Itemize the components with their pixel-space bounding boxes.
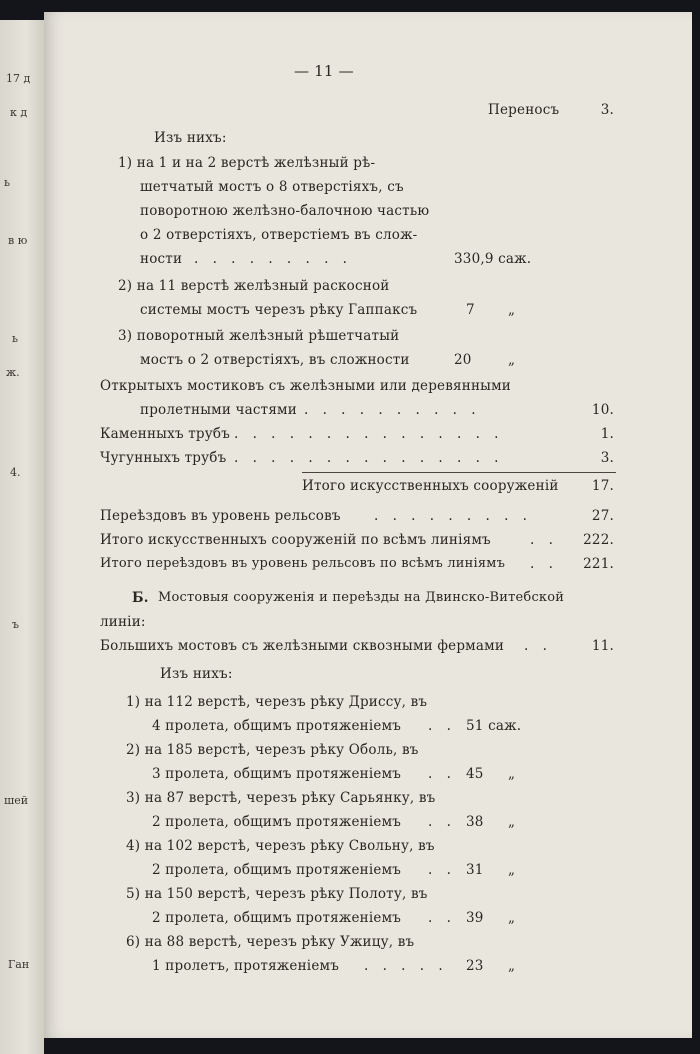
- facing-page-fragment: к д: [10, 106, 28, 119]
- total-all-structures-value: 222.: [583, 532, 614, 548]
- cast-iron-pipes-label: Чугунныхъ трубъ: [100, 450, 227, 466]
- bridge-2-line-2: 3 пролета, общимъ протяженіемъ: [152, 766, 402, 782]
- item-3-ditto: „: [508, 352, 516, 368]
- leader-dots: . .: [524, 638, 552, 654]
- leader-dots: . . . . .: [364, 958, 448, 974]
- item-2-line-2: системы мостъ черезъ рѣку Гаппаксъ: [140, 302, 418, 318]
- crossings-label: Переѣздовъ въ уровень рельсовъ: [100, 508, 341, 524]
- facing-page-fragment: шей: [4, 794, 29, 807]
- item-3-line-2: мостъ о 2 отверстіяхъ, въ сложности: [140, 352, 410, 368]
- item-1-line-4: о 2 отверстіяхъ, отверстіемъ въ слож-: [140, 227, 418, 243]
- leader-dots: . . . . . . . . . .: [304, 402, 481, 418]
- item-2-value: 7: [466, 302, 475, 318]
- leader-dots: . .: [428, 766, 456, 782]
- leader-dots: . .: [530, 532, 558, 548]
- bridge-3-line-2: 2 пролета, общимъ протяженіемъ: [152, 814, 402, 830]
- leader-dots: . .: [428, 862, 456, 878]
- among-them-heading: Изъ нихъ:: [160, 666, 233, 682]
- item-1-line-2: шетчатый мостъ о 8 отверстіяхъ, съ: [140, 179, 404, 195]
- facing-page-fragment: 4.: [10, 466, 21, 479]
- bridge-6-value: 23: [466, 958, 484, 974]
- leader-dots: . . . . . . . . .: [194, 251, 352, 267]
- total-all-crossings-label: Итого переѣздовъ въ уровень рельсовъ по всѣмъ линіямъ: [100, 556, 506, 571]
- item-2-line-1: 2) на 11 верстѣ желѣзный раскосной: [118, 278, 390, 294]
- section-b-letter: Б.: [132, 590, 149, 606]
- bridge-4-value: 31: [466, 862, 484, 878]
- leader-dots: . . . . . . . . . . . . . . .: [234, 450, 504, 466]
- facing-page-fragment: 17 д: [6, 72, 31, 85]
- bridge-5-line-1: 5) на 150 верстѣ, черезъ рѣку Полоту, въ: [126, 886, 428, 902]
- facing-page-fragment: ь: [4, 176, 10, 189]
- bridge-4-line-1: 4) на 102 верстѣ, черезъ рѣку Свольну, въ: [126, 838, 435, 854]
- item-1-line-3: поворотною желѣзно-балочною частью: [140, 203, 430, 219]
- open-bridges-line-1: Открытыхъ мостиковъ съ желѣзными или деревянными: [100, 378, 511, 394]
- facing-page-fragment: в ю: [8, 234, 28, 247]
- bridge-5-value: 39: [466, 910, 484, 926]
- section-b-heading-line-1: Мостовыя сооруженія и переѣзды на Двинско-Витебской: [158, 590, 565, 605]
- facing-page-fragment: ь: [12, 332, 18, 345]
- bridge-2-ditto: „: [508, 766, 516, 782]
- big-bridges-label: Большихъ мостовъ съ желѣзными сквозными фермами: [100, 638, 505, 654]
- leader-dots: . . . . . . . . . . . . . . .: [234, 426, 504, 442]
- open-bridges-line-2: пролетными частями: [140, 402, 297, 418]
- leader-dots: . .: [428, 814, 456, 830]
- facing-page-fragment: Ган: [8, 958, 30, 971]
- item-1-line-1: 1) на 1 и на 2 верстѣ желѣзный рѣ-: [118, 155, 376, 171]
- total-all-crossings-value: 221.: [583, 556, 614, 572]
- bridge-6-line-2: 1 пролетъ, протяженіемъ: [152, 958, 340, 974]
- facing-page-edge: [0, 20, 44, 1054]
- cast-iron-pipes-value: 3.: [600, 450, 614, 466]
- bridge-4-line-2: 2 пролета, общимъ протяженіемъ: [152, 862, 402, 878]
- total-structures-value: 17.: [591, 478, 614, 494]
- stone-pipes-value: 1.: [600, 426, 614, 442]
- section-b-heading-line-2: линіи:: [100, 614, 146, 630]
- leader-dots: . . . . . . . . .: [374, 508, 532, 524]
- carry-value: 3.: [600, 102, 614, 118]
- bridge-4-ditto: „: [508, 862, 516, 878]
- big-bridges-value: 11.: [591, 638, 614, 654]
- bridge-2-line-1: 2) на 185 верстѣ, черезъ рѣку Оболь, въ: [126, 742, 419, 758]
- facing-page-fragment: ъ: [12, 618, 19, 631]
- leader-dots: . .: [428, 718, 456, 734]
- bridge-5-ditto: „: [508, 910, 516, 926]
- sum-rule: [302, 472, 616, 473]
- item-1-value: 330,9 саж.: [454, 251, 532, 267]
- total-all-structures-label: Итого искусственныхъ сооруженій по всѣмъ линіямъ: [100, 532, 491, 548]
- bridge-3-ditto: „: [508, 814, 516, 830]
- bridge-1-value: 51 саж.: [466, 718, 522, 734]
- leader-dots: . .: [530, 556, 558, 572]
- bridge-6-line-1: 6) на 88 верстѣ, черезъ рѣку Ужицу, въ: [126, 934, 415, 950]
- bridge-1-line-2: 4 пролета, общимъ протяженіемъ: [152, 718, 402, 734]
- facing-page-fragment: ж.: [6, 366, 20, 379]
- bridge-3-line-1: 3) на 87 верстѣ, черезъ рѣку Сарьянку, въ: [126, 790, 436, 806]
- bridge-6-ditto: „: [508, 958, 516, 974]
- item-2-ditto: „: [508, 302, 516, 318]
- page-number: — 11 —: [294, 62, 354, 80]
- item-3-line-1: 3) поворотный желѣзный рѣшетчатый: [118, 328, 400, 344]
- book-page: [44, 12, 692, 1038]
- open-bridges-value: 10.: [591, 402, 614, 418]
- among-them-heading: Изъ нихъ:: [154, 130, 227, 146]
- carry-label: Переносъ: [488, 102, 560, 118]
- crossings-value: 27.: [591, 508, 614, 524]
- stone-pipes-label: Каменныхъ трубъ: [100, 426, 230, 442]
- leader-dots: . .: [428, 910, 456, 926]
- total-structures-label: Итого искусственныхъ сооруженій: [302, 478, 559, 494]
- bridge-2-value: 45: [466, 766, 484, 782]
- bridge-3-value: 38: [466, 814, 484, 830]
- bridge-1-line-1: 1) на 112 верстѣ, черезъ рѣку Дриссу, въ: [126, 694, 428, 710]
- bridge-5-line-2: 2 пролета, общимъ протяженіемъ: [152, 910, 402, 926]
- item-1-line-5: ности: [140, 251, 183, 267]
- item-3-value: 20: [454, 352, 472, 368]
